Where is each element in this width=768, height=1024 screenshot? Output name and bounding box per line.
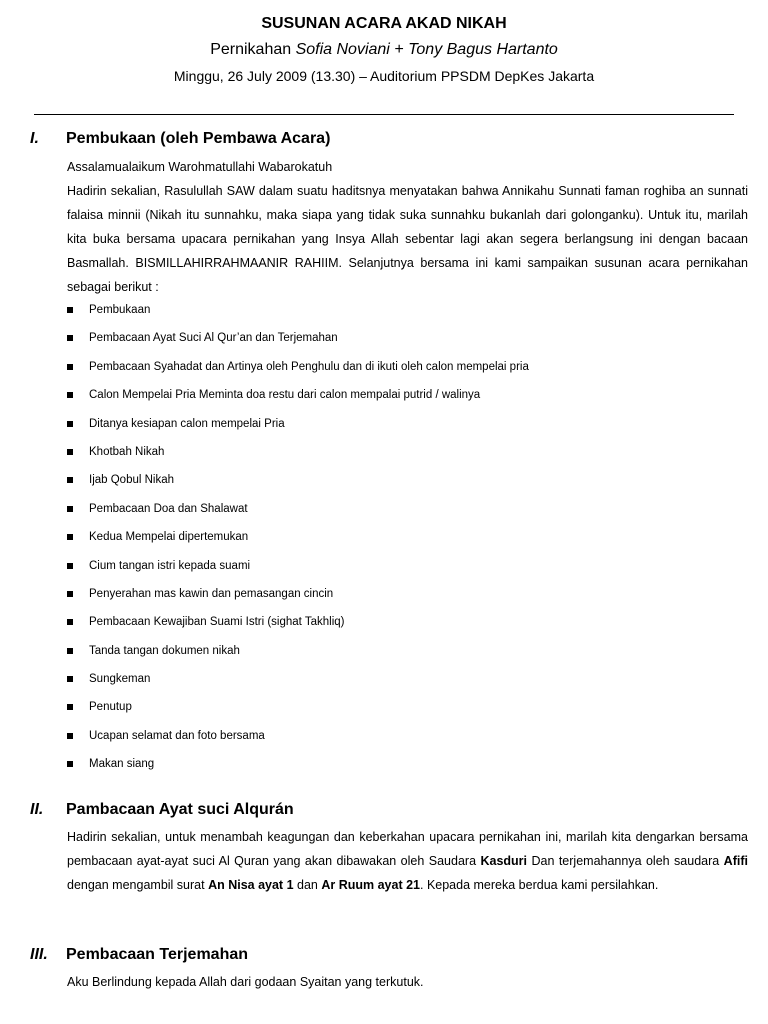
document-subtitle: [0, 40, 768, 60]
section-heading-3: [30, 945, 248, 965]
header-divider: [34, 114, 734, 115]
square-bullet-icon: [67, 648, 73, 654]
agenda-item: [67, 410, 747, 438]
surah-reference: Ar Ruum ayat 21: [321, 878, 420, 892]
agenda-item-label: Pembacaan Ayat Suci Al Qur’an dan Terjemahan: [89, 332, 338, 345]
square-bullet-icon: [67, 477, 73, 483]
square-bullet-icon: [67, 421, 73, 427]
surah-reference: An Nisa ayat 1: [208, 878, 294, 892]
square-bullet-icon: [67, 619, 73, 625]
agenda-item: [67, 580, 747, 608]
section-number: I.: [30, 130, 39, 147]
agenda-item: [67, 438, 747, 466]
agenda-item: [67, 750, 747, 778]
square-bullet-icon: [67, 364, 73, 370]
agenda-item-label: Ijab Qobul Nikah: [89, 474, 175, 487]
agenda-item-label: Penyerahan mas kawin dan pemasangan cincin: [89, 587, 334, 600]
agenda-item-label: Kedua Mempelai dipertemukan: [89, 531, 249, 544]
para-text: Hadirin sekalian, untuk menambah keagungan dan keberkahan upacara pernikahan ini, marilah kita dengarkan bersama pembacaan ayat-ayat suci Al Quran yang akan dibawakan oleh Saudara: [67, 830, 748, 868]
square-bullet-icon: [67, 449, 73, 455]
agenda-item: [67, 296, 747, 324]
agenda-item: [67, 552, 747, 580]
square-bullet-icon: [67, 506, 73, 512]
section-heading-1: [30, 129, 330, 149]
para-text: . Kepada mereka berdua kami persilahkan.: [420, 878, 659, 892]
agenda-item: [67, 637, 747, 665]
section-heading-2: [30, 800, 294, 820]
subtitle-prefix: Pernikahan: [210, 41, 296, 58]
section-number: II.: [30, 801, 44, 818]
para-text: Dan terjemahannya oleh saudara: [527, 854, 724, 868]
square-bullet-icon: [67, 761, 73, 767]
agenda-item-label: Penutup: [89, 701, 132, 714]
section-title: Pambacaan Ayat suci Alqurán: [66, 801, 294, 818]
translation-line: Aku Berlindung kepada Allah dari godaan Syaitan yang terkutuk.: [67, 975, 424, 989]
agenda-item-label: Cium tangan istri kepada suami: [89, 559, 251, 572]
agenda-item-label: Khotbah Nikah: [89, 445, 165, 458]
square-bullet-icon: [67, 534, 73, 540]
agenda-item: [67, 665, 747, 693]
agenda-item: [67, 693, 747, 721]
document-header: [0, 14, 768, 85]
quran-reading-paragraph: [67, 825, 748, 897]
square-bullet-icon: [67, 704, 73, 710]
agenda-item: [67, 523, 747, 551]
square-bullet-icon: [67, 563, 73, 569]
agenda-item: [67, 324, 747, 352]
para-text: dan: [293, 878, 322, 892]
square-bullet-icon: [67, 335, 73, 341]
agenda-item-label: Pembacaan Syahadat dan Artinya oleh Penghulu dan di ikuti oleh calon mempelai pria: [89, 360, 529, 373]
agenda-item-label: Calon Mempelai Pria Meminta doa restu dari calon mempalai putrid / walinya: [89, 389, 481, 402]
agenda-item: [67, 466, 747, 494]
agenda-item: [67, 381, 747, 409]
reader-name: Kasduri: [480, 854, 528, 868]
document-title: SUSUNAN ACARA AKAD NIKAH: [261, 15, 507, 32]
agenda-item-label: Makan siang: [89, 758, 155, 771]
agenda-item-label: Pembacaan Doa dan Shalawat: [89, 502, 248, 515]
agenda-item-label: Pembukaan: [89, 304, 151, 316]
agenda-item-label: Sungkeman: [89, 673, 151, 686]
section-title: Pembacaan Terjemahan: [66, 946, 249, 963]
square-bullet-icon: [67, 591, 73, 597]
square-bullet-icon: [67, 307, 73, 313]
agenda-item-label: Ucapan selamat dan foto bersama: [89, 729, 265, 742]
square-bullet-icon: [67, 392, 73, 398]
square-bullet-icon: [67, 676, 73, 682]
agenda-item: [67, 608, 747, 636]
couple-names: Sofia Noviani + Tony Bagus Hartanto: [295, 41, 558, 58]
agenda-item: [67, 722, 747, 750]
para-text: dengan mengambil surat: [67, 878, 209, 892]
translator-name: Afifi: [723, 854, 748, 868]
agenda-item-label: Pembacaan Kewajiban Suami Istri (sighat Takhliq): [89, 616, 345, 629]
agenda-list: [67, 296, 747, 779]
section-number: III.: [30, 946, 48, 963]
agenda-item-label: Tanda tangan dokumen nikah: [89, 644, 240, 657]
section-title: Pembukaan (oleh Pembawa Acara): [66, 130, 331, 147]
greeting-text: Assalamualaikum Warohmatullahi Wabarokatuh: [67, 160, 333, 174]
agenda-item-label: Ditanya kesiapan calon mempelai Pria: [89, 417, 285, 430]
event-dateline: Minggu, 26 July 2009 (13.30) – Auditorium PPSDM DepKes Jakarta: [173, 68, 595, 84]
agenda-item: [67, 495, 747, 523]
agenda-item: [67, 353, 747, 381]
square-bullet-icon: [67, 733, 73, 739]
opening-paragraph: Hadirin sekalian, Rasulullah SAW dalam suatu haditsnya menyatakan bahwa Annikahu Sunnati faman roghiba an sunnati falaisa minnii (Nikah itu sunnahku, maka siapa yang tidak suka sunnahku bukanlah dari golonganku). Untuk itu, marilah kita buka bersama upacara pernikahan yang Insya Allah sebentar lagi akan segera berlangsung ini dengan bacaan Basmallah. BISMILLAHIRRAHMAANIR RAHIIM. Selanjutnya bersama ini kami sampaikan susunan acara pernikahan sebagai berikut :: [67, 184, 748, 294]
